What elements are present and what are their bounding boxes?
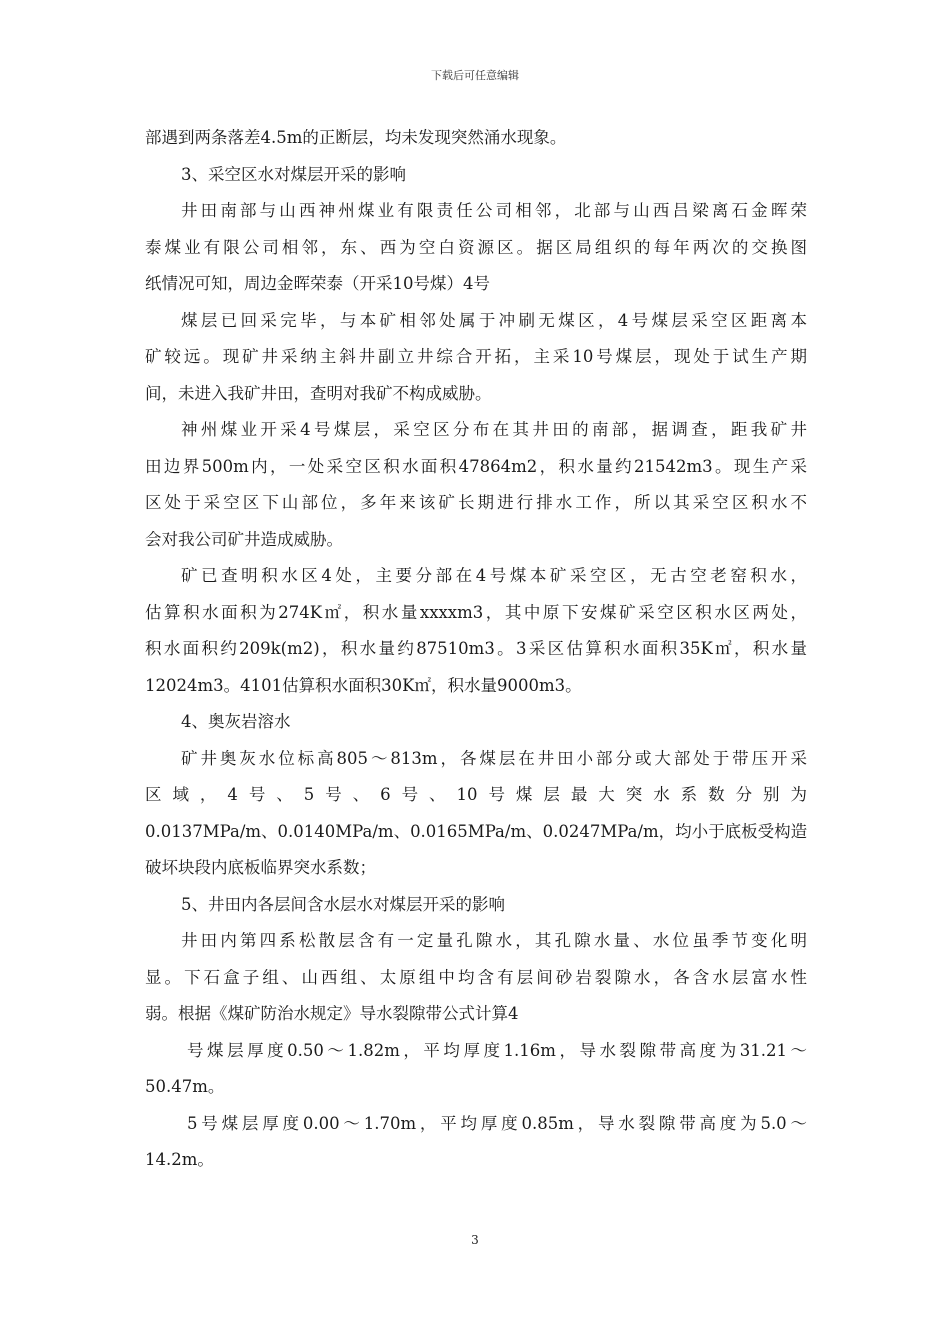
paragraph-line: 神州煤业开采4号煤层，采空区分布在其井田的南部，据调查，距我矿井 xyxy=(181,420,807,439)
section-heading: 3、采空区水对煤层开采的影响 xyxy=(181,164,406,184)
document-body xyxy=(145,120,807,1179)
paragraph-line: 会对我公司矿井造成威胁。 xyxy=(145,529,343,549)
paragraph-line: 区处于采空区下山部位，多年来该矿长期进行排水工作，所以其采空区积水不 xyxy=(145,493,807,512)
paragraph-line: 部遇到两条落差4.5m的正断层，均未发现突然涌水现象。 xyxy=(145,128,567,147)
paragraph-line: 田边界500m内，一处采空区积水面积47864m2，积水量约21542m3。现生产采 xyxy=(145,456,807,476)
paragraph-line: 号煤层厚度0.50～1.82m，平均厚度1.16m，导水裂隙带高度为31.21～ xyxy=(187,1040,807,1060)
paragraph-line: 5号煤层厚度0.00～1.70m，平均厚度0.85m，导水裂隙带高度为5.0～ xyxy=(187,1113,807,1133)
paragraph-line: 积水面积约209k(m2)，积水量约87510m3。3采区估算积水面积35K㎡，积水量 xyxy=(145,639,807,658)
paragraph-line: 破坏块段内底板临界突水系数； xyxy=(145,858,376,877)
paragraph-line: 区域，4号、5号、6号、10号煤层最大突水系数分别为 xyxy=(145,785,807,804)
paragraph-line: 间，未进入我矿井田，查明对我矿不构成威胁。 xyxy=(145,383,492,403)
paragraph-line: 0.0137MPa/m、0.0140MPa/m、0.0165MPa/m、0.0247MPa/m，均小于底板受构造 xyxy=(145,821,807,841)
paragraph-line: 矿较远。现矿井采纳主斜井副立井综合开拓，主采10号煤层，现处于试生产期 xyxy=(145,347,807,366)
paragraph-line: 井田南部与山西神州煤业有限责任公司相邻，北部与山西吕梁离石金晖荣 xyxy=(181,201,807,220)
section-heading: 5、井田内各层间含水层水对煤层开采的影响 xyxy=(181,894,505,914)
page-header: 下载后可任意编辑 xyxy=(431,69,519,82)
paragraph-line: 井田内第四系松散层含有一定量孔隙水，其孔隙水量、水位虽季节变化明 xyxy=(181,931,807,950)
paragraph-line: 14.2m。 xyxy=(145,1150,214,1169)
paragraph-line: 煤层已回采完毕，与本矿相邻处属于冲刷无煤区，4号煤层采空区距离本 xyxy=(181,310,807,330)
paragraph-line: 纸情况可知，周边金晖荣泰（开采10号煤）4号 xyxy=(145,274,490,293)
paragraph-line: 估算积水面积为274K㎡，积水量xxxxm3，其中原下安煤矿采空区积水区两处， xyxy=(145,602,807,622)
paragraph-line: 显。下石盒子组、山西组、太原组中均含有层间砂岩裂隙水，各含水层富水性 xyxy=(145,967,807,987)
paragraph-line: 矿已查明积水区4处，主要分部在4号煤本矿采空区，无古空老窑积水， xyxy=(181,566,807,585)
section-heading: 4、奥灰岩溶水 xyxy=(181,712,291,731)
page-number: 3 xyxy=(471,1233,479,1247)
paragraph-line: 弱。根据《煤矿防治水规定》导水裂隙带公式计算4 xyxy=(145,1004,519,1023)
paragraph-line: 泰煤业有限公司相邻，东、西为空白资源区。据区局组织的每年两次的交换图 xyxy=(145,237,807,257)
paragraph-line: 12024m3。4101估算积水面积30K㎡，积水量9000m3。 xyxy=(145,675,582,695)
paragraph-line: 50.47m。 xyxy=(145,1077,225,1096)
paragraph-line: 矿井奥灰水位标高805～813m，各煤层在井田小部分或大部处于带压开采 xyxy=(181,748,807,768)
